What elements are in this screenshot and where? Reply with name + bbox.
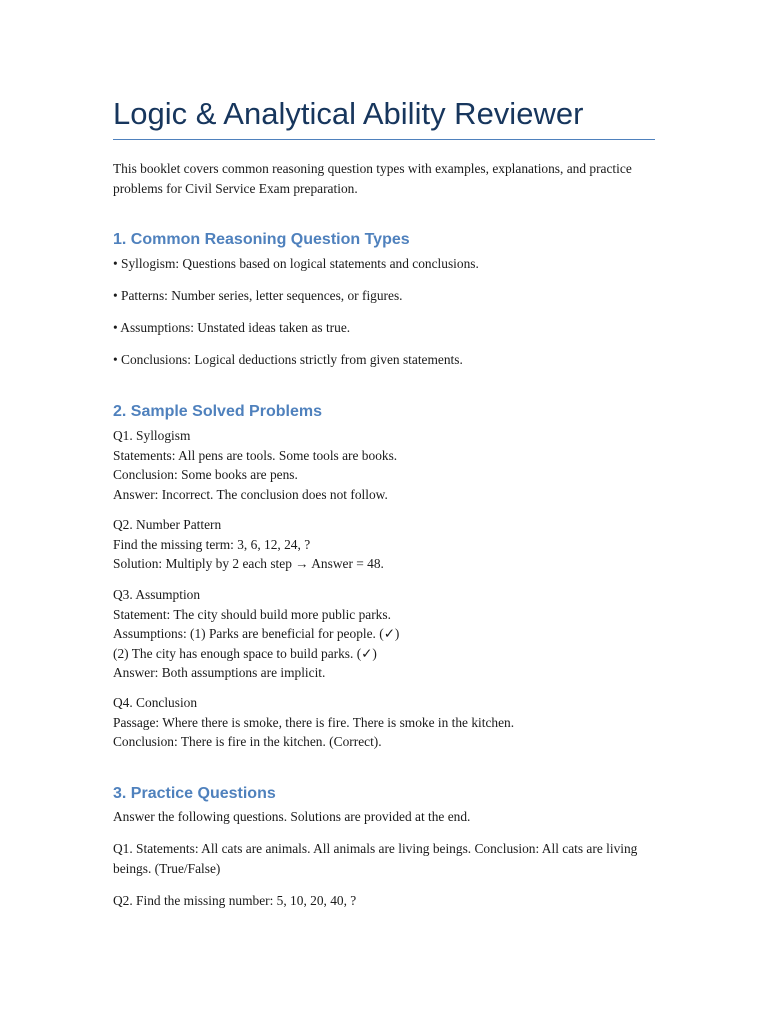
bullet-conclusions: • Conclusions: Logical deductions strictly from given statements. <box>113 352 463 367</box>
page-title: Logic & Analytical Ability Reviewer <box>113 96 584 131</box>
bullet-patterns: • Patterns: Number series, letter sequences, or figures. <box>113 288 403 303</box>
problem-line: Passage: Where there is smoke, there is fire. There is smoke in the kitchen. <box>113 714 515 730</box>
problem-line: (2) The city has enough space to build parks. (✓) <box>113 645 377 661</box>
practice-question-2: Q2. Find the missing number: 5, 10, 20, 40, ? <box>113 893 357 908</box>
bullet-assumptions: • Assumptions: Unstated ideas taken as true. <box>113 320 351 335</box>
problem-line: Find the missing term: 3, 6, 12, 24, ? <box>113 536 311 552</box>
practice-question-1: Q1. Statements: All cats are animals. All animals are living beings. Conclusion: All cats are living beings. (True/False) <box>113 841 638 876</box>
problem-line: Conclusion: Some books are pens. <box>113 467 298 482</box>
section-heading-solved-problems: 2. Sample Solved Problems <box>113 403 322 420</box>
problem-line: Statement: The city should build more public parks. <box>113 606 391 622</box>
problem-q3 <box>113 585 655 683</box>
practice-intro: Answer the following questions. Solutions are provided at the end. <box>113 809 471 824</box>
problem-title: Q4. Conclusion <box>113 695 198 710</box>
title-divider <box>113 139 655 140</box>
problem-q1 <box>113 426 655 504</box>
problem-line: Statements: All pens are tools. Some tools are books. <box>113 447 398 463</box>
problem-title: Q2. Number Pattern <box>113 517 222 532</box>
problem-q4 <box>113 693 655 752</box>
problem-answer: Answer: Both assumptions are implicit. <box>113 665 326 680</box>
section-heading-practice-questions: 3. Practice Questions <box>113 785 276 802</box>
intro-paragraph: This booklet covers common reasoning question types with examples, explanations, and practice problems for Civil Service Exam preparation. <box>113 161 632 196</box>
problem-q2 <box>113 515 655 574</box>
problem-title: Q3. Assumption <box>113 587 201 602</box>
problem-answer: Solution: Multiply by 2 each step → Answer = 48. <box>113 556 384 571</box>
problem-line: Assumptions: (1) Parks are beneficial for people. (✓) <box>113 626 400 641</box>
bullet-syllogism: • Syllogism: Questions based on logical statements and conclusions. <box>113 256 479 271</box>
problem-title: Q1. Syllogism <box>113 428 191 443</box>
problem-answer: Conclusion: There is fire in the kitchen. (Correct). <box>113 734 382 749</box>
section-heading-question-types: 1. Common Reasoning Question Types <box>113 231 410 248</box>
problem-answer: Answer: Incorrect. The conclusion does not follow. <box>113 486 388 502</box>
